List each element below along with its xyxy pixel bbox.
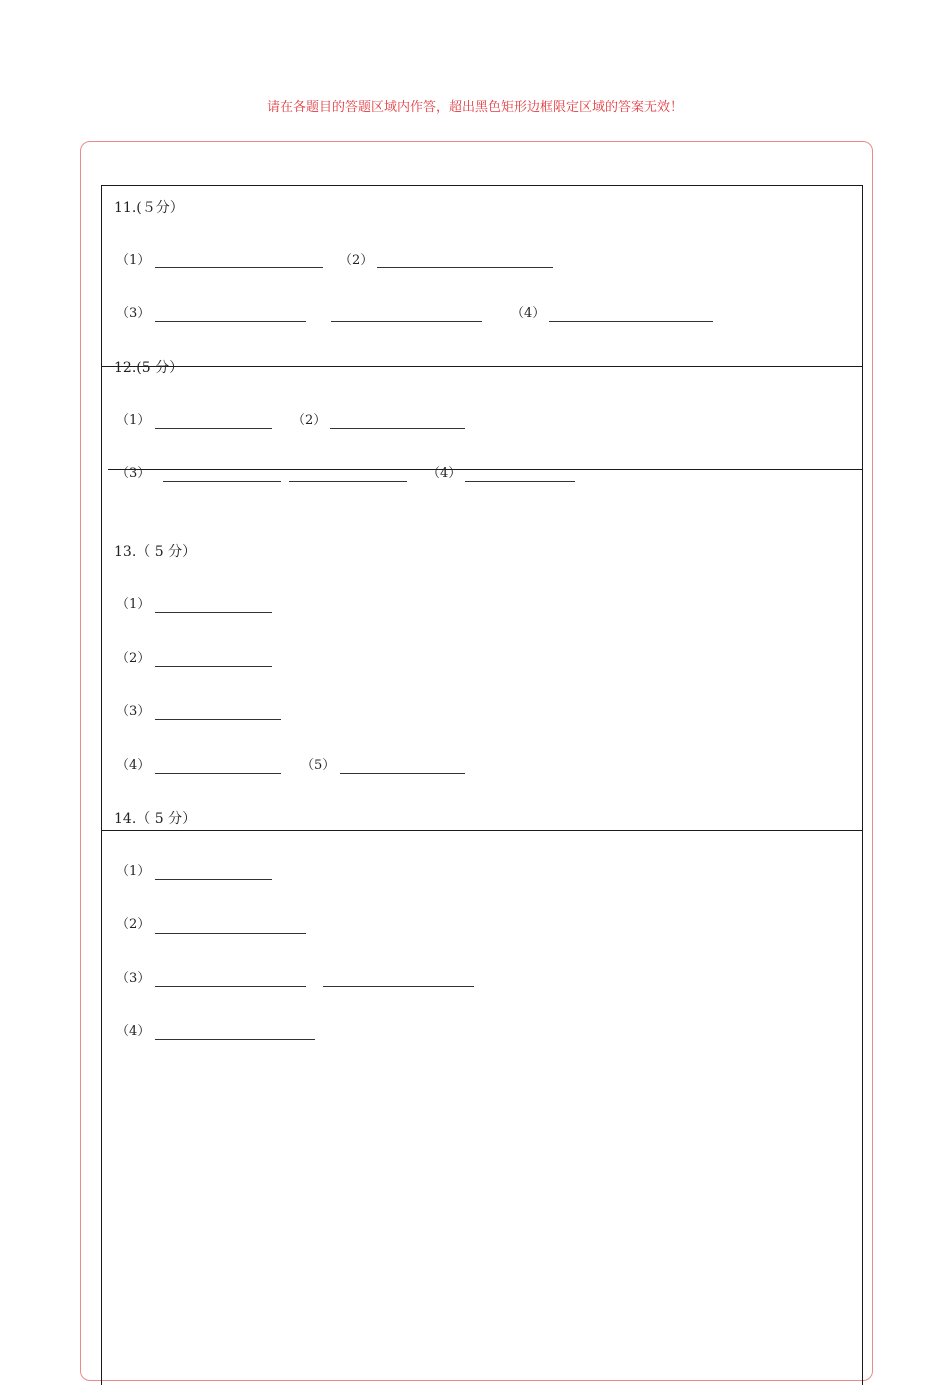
q13-answer-blank-2[interactable] xyxy=(155,666,272,667)
q11-label-4: （4） xyxy=(511,306,546,321)
q12-label-1: （1） xyxy=(116,413,151,428)
q11-answer-blank-3b[interactable] xyxy=(331,321,482,322)
section-divider xyxy=(108,469,863,470)
section-divider xyxy=(101,830,863,831)
q13-label-5: （5） xyxy=(301,758,336,773)
q14-title: 14.（ 5 分） xyxy=(114,811,197,827)
q13-answer-blank-3[interactable] xyxy=(155,719,281,720)
q12-answer-blank-4[interactable] xyxy=(465,481,575,482)
q11-label-3: （3） xyxy=(116,306,151,321)
q13-label-1: （1） xyxy=(116,597,151,612)
q12-title: 12.(5 分） xyxy=(114,360,184,376)
q12-label-3: （3） xyxy=(116,466,151,481)
q11-answer-blank-3a[interactable] xyxy=(155,321,306,322)
q12-label-2: （2） xyxy=(292,413,327,428)
q12-answer-blank-1[interactable] xyxy=(155,428,272,429)
q14-answer-blank-4[interactable] xyxy=(155,1039,315,1040)
q14-label-4: （4） xyxy=(116,1024,151,1039)
q13-answer-blank-1[interactable] xyxy=(155,612,272,613)
q11-label-1: （1） xyxy=(116,253,151,268)
q14-label-1: （1） xyxy=(116,864,151,879)
q14-answer-blank-1[interactable] xyxy=(155,879,272,880)
q12-answer-blank-3b[interactable] xyxy=(289,481,407,482)
q14-answer-blank-3a[interactable] xyxy=(155,986,306,987)
q13-label-2: （2） xyxy=(116,651,151,666)
q13-label-3: （3） xyxy=(116,704,151,719)
q11-answer-blank-1[interactable] xyxy=(155,267,323,268)
q13-label-4: （4） xyxy=(116,758,151,773)
q11-answer-blank-2[interactable] xyxy=(377,267,553,268)
q13-answer-blank-5[interactable] xyxy=(340,773,465,774)
q11-label-2: （2） xyxy=(339,253,374,268)
q13-answer-blank-4[interactable] xyxy=(155,773,281,774)
q14-answer-blank-3b[interactable] xyxy=(323,986,474,987)
q14-label-3: （3） xyxy=(116,971,151,986)
q12-label-4: （4） xyxy=(427,466,462,481)
q12-answer-blank-2[interactable] xyxy=(330,428,465,429)
q13-title: 13.（ 5 分） xyxy=(114,544,197,560)
q11-answer-blank-4[interactable] xyxy=(549,321,713,322)
answer-region-border xyxy=(101,185,863,1385)
answer-region-notice: 请在各题目的答题区域内作答，超出黑色矩形边框限定区域的答案无效！ xyxy=(266,100,683,115)
section-divider xyxy=(101,366,863,367)
q12-answer-blank-3a[interactable] xyxy=(163,481,281,482)
q14-answer-blank-2[interactable] xyxy=(155,933,306,934)
q14-label-2: （2） xyxy=(116,917,151,932)
q11-title: 11.(５分） xyxy=(114,200,184,216)
